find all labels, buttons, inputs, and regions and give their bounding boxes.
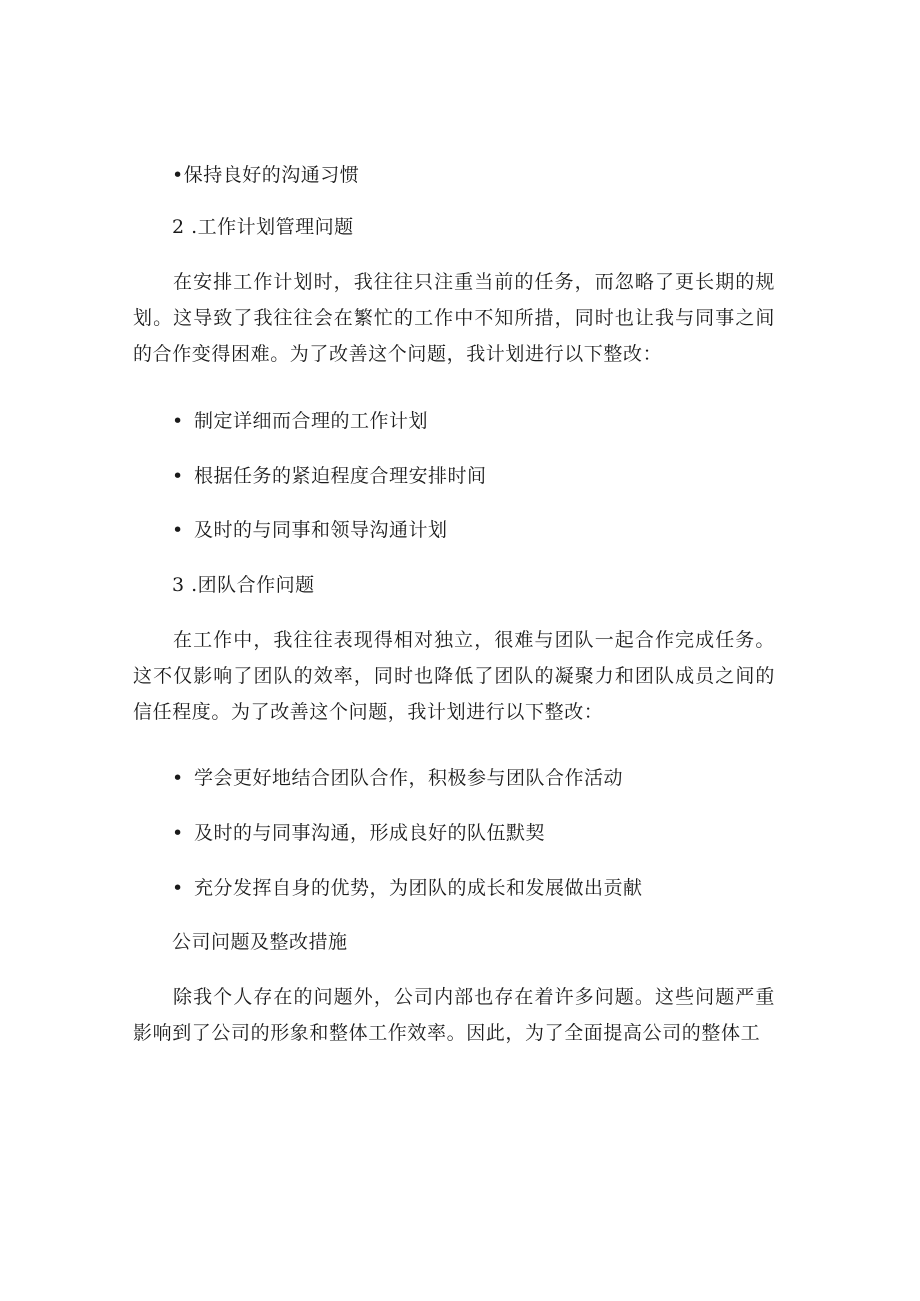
bullet-icon: • — [172, 519, 184, 541]
list-item-text: 制定详细而合理的工作计划 — [194, 410, 429, 432]
list-item — [172, 879, 643, 898]
list-item-text: 及时的与同事和领导沟通计划 — [194, 519, 448, 541]
list-item — [172, 521, 448, 540]
bullet-icon: • — [172, 410, 184, 432]
paragraph-teamwork: 在工作中，我往往表现得相对独立，很难与团队一起合作完成任务。这不仅影响了团队的效率，同时也降低了团队的凝聚力和团队成员之间的信任程度。为了改善这个问题，我计划进行以下整改： — [133, 629, 775, 723]
section-heading-work-plan: 2 .工作计划管理问题 — [172, 216, 354, 238]
paragraph-company: 除我个人存在的问题外，公司内部也存在着许多问题。这些问题严重影响到了公司的形象和整体工作效率。因此，为了全面提高公司的整体工 — [133, 986, 775, 1044]
list-item — [172, 769, 623, 788]
list-item-text: 充分发挥自身的优势，为团队的成长和发展做出贡献 — [194, 877, 643, 899]
bullet-icon: • — [172, 465, 184, 487]
paragraph-work-plan: 在安排工作计划时，我往往只注重当前的任务，而忽略了更长期的规划。这导致了我往往会在繁忙的工作中不知所措，同时也让我与同事之间的合作变得困难。为了改善这个问题，我计划进行以下整改： — [133, 271, 775, 365]
list-item-text: 学会更好地结合团队合作，积极参与团队合作活动 — [194, 767, 624, 789]
bullet-item-communication: •保持良好的沟通习惯 — [172, 164, 360, 186]
bullet-icon: • — [172, 822, 184, 844]
bullet-icon: • — [172, 767, 184, 789]
bullet-icon: • — [172, 877, 184, 899]
list-item-text: 根据任务的紧迫程度合理安排时间 — [194, 465, 487, 487]
list-item — [172, 412, 428, 431]
list-item — [172, 467, 487, 486]
list-item — [172, 824, 545, 843]
section-heading-company: 公司问题及整改措施 — [172, 931, 348, 953]
list-item-text: 及时的与同事沟通，形成良好的队伍默契 — [194, 822, 546, 844]
section-heading-teamwork: 3 .团队合作问题 — [172, 574, 315, 596]
